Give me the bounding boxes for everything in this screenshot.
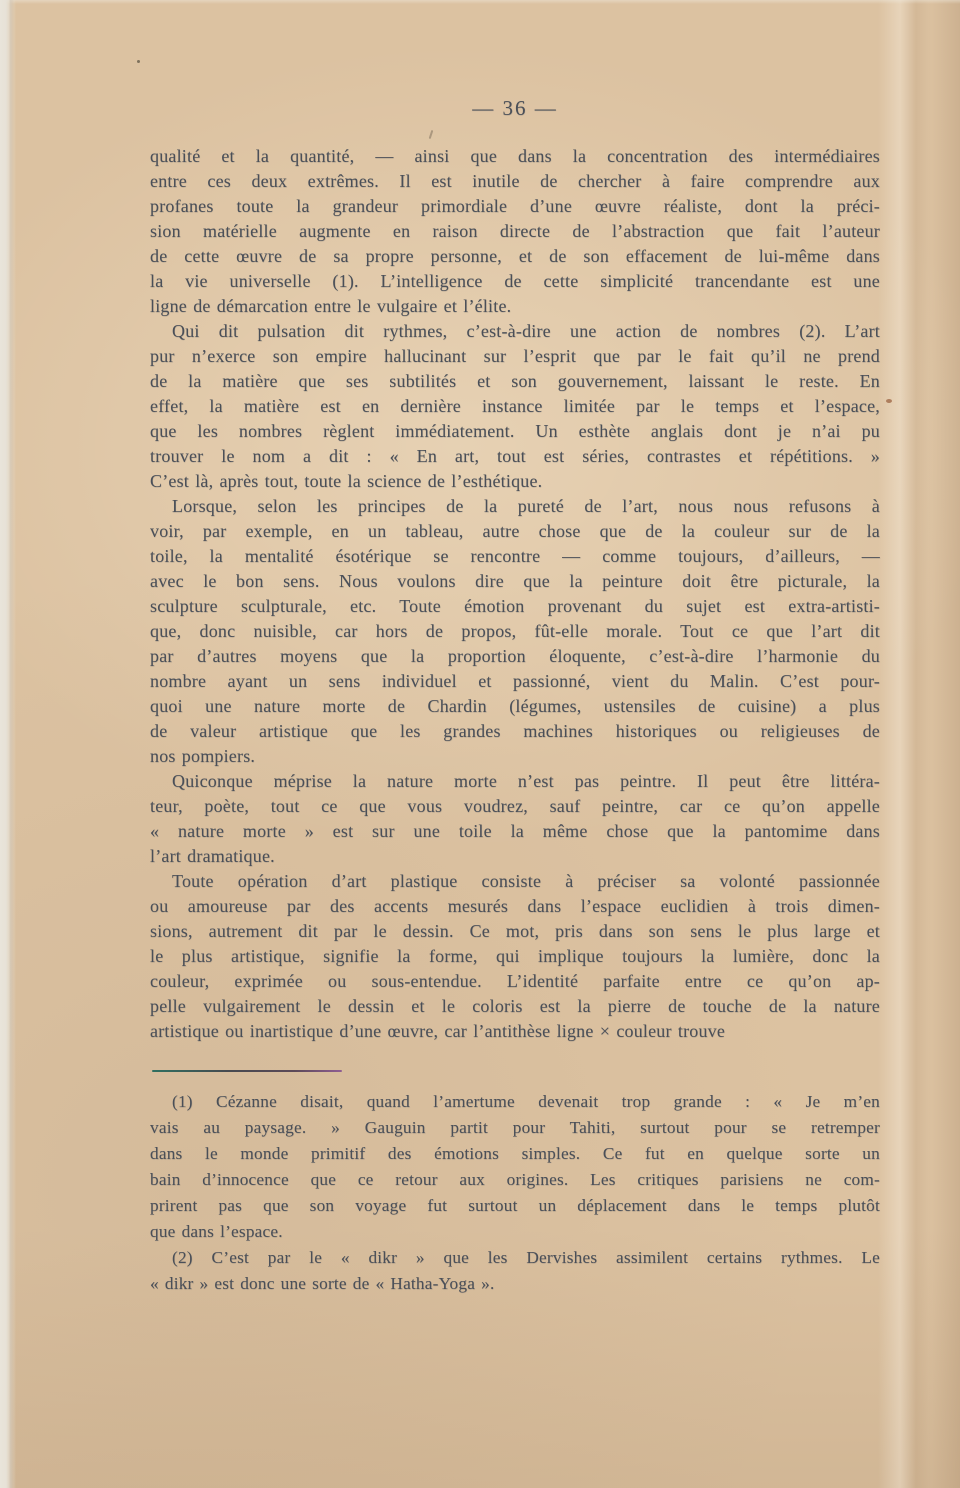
text-line: ligne de démarcation entre le vulgaire et l’élite.	[150, 296, 512, 316]
paper-speck	[886, 399, 892, 403]
text-line: dans le monde primitif des émotions simples. Ce fut en quelque sorte un	[150, 1144, 880, 1163]
paragraph	[150, 144, 880, 319]
text-line: l’art dramatique.	[150, 846, 275, 866]
text-line: effet, la matière est en dernière instance limitée par le temps et l’espace,	[150, 396, 880, 416]
paragraph	[150, 1089, 880, 1245]
text-line: le plus artistique, signifie la forme, qui implique toujours la lumière, donc la	[150, 946, 880, 966]
paragraph	[150, 319, 880, 494]
body-text	[150, 144, 880, 1044]
text-line: par d’autres moyens que la proportion éloquente, c’est-à-dire l’harmonie du	[150, 646, 880, 666]
text-line: vais au paysage. » Gauguin partit pour Tahiti, surtout pour se retremper	[150, 1118, 880, 1137]
text-line: sion matérielle augmente en raison directe de l’abstraction que fait l’auteur	[150, 221, 880, 241]
paper-speck	[137, 60, 140, 63]
text-line: trouver le nom a dit : « En art, tout est séries, contrastes et répétitions. »	[150, 446, 880, 466]
text-line: Lorsque, selon les principes de la pureté de l’art, nous nous refusons à	[172, 496, 880, 516]
text-line: nos pompiers.	[150, 746, 256, 766]
text-line: toile, la mentalité ésotérique se rencontre — comme toujours, d’ailleurs, —	[150, 546, 880, 566]
text-line: « dikr » est donc une sorte de « Hatha-Yoga ».	[150, 1274, 495, 1293]
text-line: sions, autrement dit par le dessin. Ce mot, pris dans son sens le plus large et	[150, 921, 880, 941]
text-line: de cette œuvre de sa propre personne, et de son effacement de lui-même dans	[150, 246, 880, 266]
footnote-separator	[152, 1070, 342, 1072]
paper-speck	[429, 130, 434, 139]
text-line: teur, poète, tout ce que vous voudrez, sauf peintre, car ce qu’on appelle	[150, 796, 880, 816]
text-line: ou amoureuse par des accents mesurés dans l’espace euclidien à trois dimen-	[150, 896, 880, 916]
text-line: profanes toute la grandeur primordiale d’une œuvre réaliste, dont la préci-	[150, 196, 880, 216]
text-line: Toute opération d’art plastique consiste à préciser sa volonté passionnée	[172, 871, 880, 891]
text-line: voir, par exemple, en un tableau, autre chose que de la couleur sur de la	[150, 521, 880, 541]
text-line: que, donc nuisible, car hors de propos, fût-elle morale. Tout ce que l’art dit	[150, 621, 880, 641]
page-number: — 36 —	[472, 96, 558, 120]
text-line: (2) C’est par le « dikr » que les Dervishes assimilent certains rythmes. Le	[172, 1248, 880, 1267]
text-line: la vie universelle (1). L’intelligence de cette simplicité trancendante est une	[150, 271, 880, 291]
text-line: pur n’exerce son empire hallucinant sur l’esprit que par le fait qu’il ne prend	[150, 346, 880, 366]
text-line: pelle vulgairement le dessin et le coloris est la pierre de touche de la nature	[150, 996, 880, 1016]
text-line: que dans l’espace.	[150, 1222, 283, 1241]
text-line: sculpture sculpturale, etc. Toute émotion provenant du sujet est extra-artisti-	[150, 596, 880, 616]
text-line: quoi une nature morte de Chardin (légumes, ustensiles de cuisine) a plus	[150, 696, 880, 716]
text-line: C’est là, après tout, toute la science de l’esthétique.	[150, 471, 543, 491]
text-line: de valeur artistique que les grandes machines historiques ou religieuses de	[150, 721, 880, 741]
paragraph	[150, 869, 880, 1044]
text-line: « nature morte » est sur une toile la même chose que la pantomime dans	[150, 821, 880, 841]
text-line: qualité et la quantité, — ainsi que dans la concentration des intermédiaires	[150, 146, 880, 166]
text-line: Qui dit pulsation dit rythmes, c’est-à-dire une action de nombres (2). L’art	[172, 321, 880, 341]
text-line: artistique ou inartistique d’une œuvre, car l’antithèse ligne × couleur trouve	[150, 1021, 726, 1041]
paragraph	[150, 1245, 880, 1297]
text-line: que les nombres règlent immédiatement. Un esthète anglais dont je n’ai pu	[150, 421, 880, 441]
text-line: (1) Cézanne disait, quand l’amertume devenait trop grande : « Je m’en	[172, 1092, 880, 1111]
text-line: Quiconque méprise la nature morte n’est pas peintre. Il peut être littéra-	[172, 771, 880, 791]
text-line: couleur, exprimée ou sous-entendue. L’identité parfaite entre ce qu’on ap-	[150, 971, 880, 991]
paragraph	[150, 494, 880, 769]
text-line: prirent pas que son voyage fut surtout un déplacement dans le temps plutôt	[150, 1196, 880, 1215]
text-line: avec le bon sens. Nous voulons dire que la peinture doit être picturale, la	[150, 571, 880, 591]
footnotes	[150, 1089, 880, 1297]
text-line: bain d’innocence que ce retour aux origines. Les critiques parisiens ne com-	[150, 1170, 880, 1189]
paragraph	[150, 769, 880, 869]
text-line: entre ces deux extrêmes. Il est inutile de chercher à faire comprendre aux	[150, 171, 880, 191]
text-line: de la matière que ses subtilités et son gouvernement, laissant le reste. En	[150, 371, 880, 391]
text-line: nombre ayant un sens individuel et passionné, vient du Malin. C’est pour-	[150, 671, 880, 691]
